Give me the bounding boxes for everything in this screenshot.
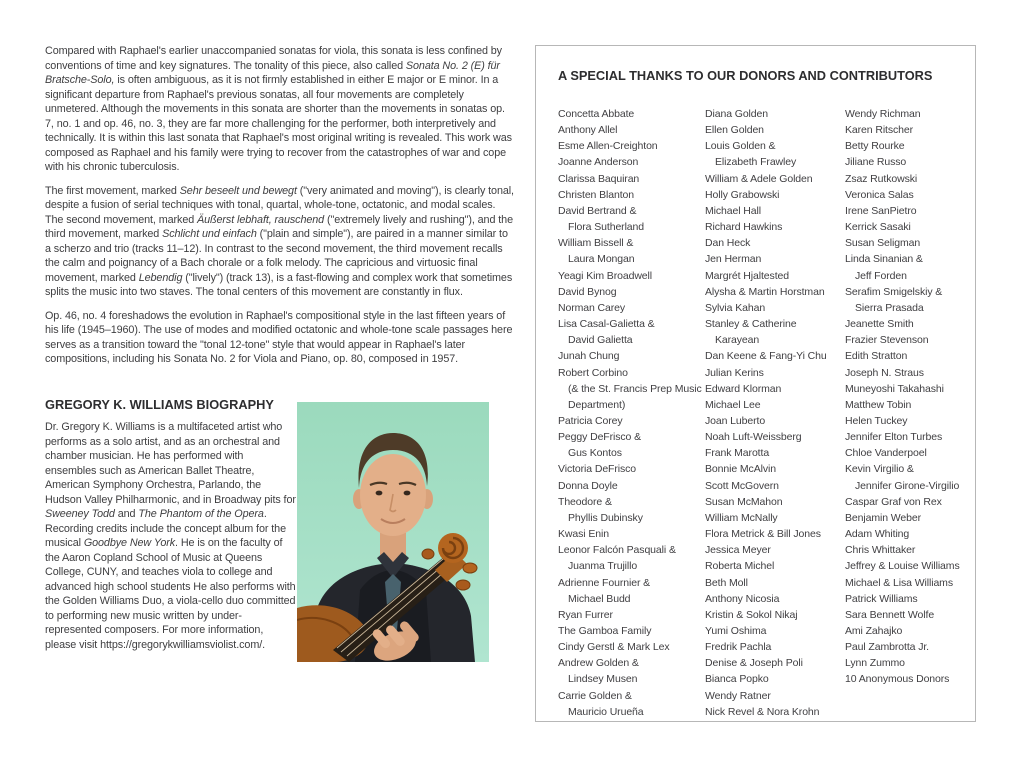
viola-peg (422, 549, 434, 559)
donor-name: Theodore & (558, 495, 612, 508)
donor-name: Mauricio Urueña (568, 705, 644, 718)
donor-name: Cindy Gerstl & Mark Lex (558, 641, 670, 654)
donor-name: William McNally (705, 511, 778, 524)
donor-name: Ellen Golden (705, 124, 764, 137)
donor-name: Laura Mongan (568, 253, 635, 266)
donor-name: Frank Marotta (705, 447, 770, 460)
donor-name: Victoria DeFrisco (558, 463, 637, 476)
donor-name: Wendy Ratner (705, 689, 771, 702)
donor-name: Robert Corbino (558, 366, 628, 379)
donor-name: Wendy Richman (845, 108, 921, 120)
donor-name: Adam Whiting (845, 528, 910, 541)
donor-name: Noah Luft-Weissberg (705, 431, 802, 444)
donor-name: 10 Anonymous Donors (845, 673, 950, 686)
donor-name: Lynn Zummo (845, 657, 905, 670)
donor-name: Stanley & Catherine (705, 318, 797, 331)
donor-name: Jeanette Smith (845, 318, 914, 331)
donor-name: Susan Seligman (845, 237, 921, 250)
donor-name: David Bertrand & (558, 204, 637, 217)
donor-column-2 (705, 106, 845, 720)
donor-name: Edith Stratton (845, 350, 908, 363)
donor-name: Patrick Williams (845, 592, 918, 605)
donor-name: Jiliane Russo (845, 156, 907, 169)
donor-name: David Bynog (558, 285, 617, 298)
donor-name: Yumi Oshima (705, 625, 767, 637)
donor-name: Flora Metrick & Bill Jones (705, 528, 821, 541)
donor-name: Norman Carey (558, 301, 626, 314)
donor-name: Flora Sutherland (568, 221, 645, 234)
donor-name: Scott McGovern (705, 479, 779, 492)
donor-name: Kerrick Sasaki (845, 221, 911, 234)
donor-name: Joan Luberto (705, 414, 766, 427)
donor-name: Caspar Graf von Rex (845, 495, 942, 508)
donor-name: Patricia Corey (558, 414, 623, 427)
donor-column-3 (845, 106, 973, 720)
donor-name: Richard Hawkins (705, 221, 783, 234)
donor-name: Susan McMahon (705, 495, 783, 508)
donor-name: Zsaz Rutkowski (845, 172, 918, 185)
donor-name: Irene SanPietro (845, 204, 917, 217)
donor-column-1 (558, 106, 705, 720)
donor-name: Serafim Smigelskiy & (845, 285, 943, 298)
donor-name: Lindsey Musen (568, 673, 638, 686)
donor-name: Michael Hall (705, 204, 761, 217)
donor-name: Kevin Virgilio & (845, 463, 914, 476)
donor-name: Paul Zambrotta Jr. (845, 641, 929, 654)
donor-name: The Gamboa Family (558, 625, 652, 637)
donor-name: Edward Klorman (705, 382, 782, 395)
donor-name: Ryan Furrer (558, 608, 613, 621)
donor-name: Jennifer Elton Turbes (845, 431, 943, 444)
donor-name: Elizabeth Frawley (715, 156, 797, 169)
donor-columns (558, 106, 973, 720)
donor-name: Clarissa Baquiran (558, 172, 640, 185)
donor-name: Adrienne Fournier & (558, 576, 651, 589)
donor-name: Bianca Popko (705, 673, 769, 686)
donor-name: (& the St. Francis Prep Music (568, 382, 702, 395)
donor-name: Julian Kerins (705, 366, 764, 379)
donor-name: Department) (568, 398, 626, 411)
program-notes (45, 44, 515, 376)
donor-name: Muneyoshi Takahashi (845, 382, 944, 395)
donor-name: William & Adele Golden (705, 172, 813, 185)
donor-name: Concetta Abbate (558, 108, 635, 120)
donor-name: Gus Kontos (568, 447, 622, 460)
donor-name: Carrie Golden & (558, 689, 632, 702)
donor-name: Jessica Meyer (705, 544, 771, 557)
donor-name: Chris Whittaker (845, 544, 916, 557)
donors-panel (535, 45, 976, 722)
donor-name: Bonnie McAlvin (705, 463, 776, 476)
donor-name: Margrét Hjaltested (705, 269, 789, 282)
donor-name: Louis Golden & (705, 140, 776, 153)
donor-name: Lisa Casal-Galietta & (558, 318, 655, 331)
donor-name: Betty Rourke (845, 140, 905, 153)
violist-portrait-illustration (297, 402, 489, 662)
donor-name: Matthew Tobin (845, 398, 912, 411)
donor-name: Dan Keene & Fang-Yi Chu (705, 350, 827, 363)
bio-text: Dr. Gregory K. Williams is a multifaceted artist who performs as a solo artist, and as an orchestral and chamber musician. He has performed with ensembles such as American Ballet Theatre, American Symphony Orchestra, Parlando, the Hudson Valley Philharmonic, and in Broadway pits for Sweeney Todd and The Phantom of the Opera. Recording credits include the concept album for the musical Goodbye New York. He is on the faculty of the Aaron Copland School of Music at Queens College, CUNY, and teaches viola to college and advanced high school students He also performs with the Golden Williams Duo, a viola-cello duo committed to performing new music written by under-represented composers. For more information, please visit https://gregorykwilliamsviolist.com/. (45, 421, 296, 651)
donor-name: Benjamin Weber (845, 511, 922, 524)
donor-name: Alysha & Martin Horstman (705, 285, 825, 298)
donor-name: Nick Revel & Nora Krohn (705, 705, 820, 718)
donor-name: Chloe Vanderpoel (845, 447, 927, 460)
donor-name: Kristin & Sokol Nikaj (705, 608, 798, 621)
viola-peg (456, 580, 470, 590)
donor-name: Holly Grabowski (705, 188, 780, 201)
donor-name: Michael Lee (705, 398, 761, 411)
program-note-paragraph-1: Compared with Raphael's earlier unaccompanied sonatas for viola, this sonata is less confined by conventions of time and key signatures. The tonality of this piece, also called Sonata No. 2 (E) für Bratsche-Solo, is often ambiguous, as it is not firmly established in either E major or E minor. In a significant departure from Raphael's previous sonatas, all four movements are completely unmetered. Although the movements in this sonata are shorter than the movements in sonatas op. 7, no. 1 and op. 46, no. 3, they are far more challenging for the performer, both interpretively and technically. It is within this last sonata that Raphael's most original writing is revealed. This work was composed as Raphael and his family were trying to recover from the catastrophes of war and cope with his chronic tuberculosis. (45, 45, 512, 173)
donor-name: Sierra Prasada (855, 301, 924, 314)
donor-name: Diana Golden (705, 108, 769, 120)
donor-name: Ami Zahajko (845, 625, 903, 637)
donor-name: Jeffrey & Louise Williams (845, 560, 960, 573)
donor-name: Phyllis Dubinsky (568, 511, 643, 524)
donor-name: Frazier Stevenson (845, 334, 929, 347)
donor-name: Michael & Lisa Williams (845, 576, 953, 589)
donor-name: Esme Allen-Creighton (558, 140, 658, 153)
donor-name: Peggy DeFrisco & (558, 431, 642, 444)
donor-name: Joseph N. Straus (845, 366, 924, 379)
donor-name: Veronica Salas (845, 188, 914, 201)
donor-name: Kwasi Enin (558, 528, 609, 541)
donors-heading: A SPECIAL THANKS TO OUR DONORS AND CONTRIBUTORS (558, 68, 933, 83)
donor-name: Yeagi Kim Broadwell (558, 269, 653, 282)
donor-name: Helen Tuckey (845, 414, 908, 427)
donor-name: Donna Doyle (558, 479, 618, 492)
donor-name: Juanma Trujillo (568, 560, 638, 573)
donor-name: Dan Heck (705, 237, 751, 250)
donor-name: Anthony Allel (558, 124, 618, 137)
donor-name: Sara Bennett Wolfe (845, 608, 935, 621)
donor-name: Joanne Anderson (558, 156, 639, 169)
donor-name: Linda Sinanian & (845, 253, 923, 266)
donor-name: Jeff Forden (855, 269, 907, 282)
donor-name: Jennifer Girone-Virgilio (855, 479, 960, 492)
donor-name: William Bissell & (558, 237, 634, 250)
donor-name: Christen Blanton (558, 188, 635, 201)
donor-name: Andrew Golden & (558, 657, 639, 670)
donor-name: Karen Ritscher (845, 124, 914, 137)
portrait-photo (297, 402, 489, 662)
donor-name: Anthony Nicosia (705, 592, 780, 605)
donor-name: Junah Chung (558, 350, 620, 363)
donor-name: David Galietta (568, 334, 633, 347)
donor-name: Fredrik Pachla (705, 641, 772, 654)
donor-name: Jen Herman (705, 253, 762, 266)
donor-name: Beth Moll (705, 576, 748, 589)
program-note-paragraph-2: The first movement, marked Sehr beseelt und bewegt ("very animated and moving"), is clearly tonal, despite a fusion of serial techniques with tonal, quartal, whole-tone, octatonic, and modal scales. The second movement, marked Äußerst lebhaft, rauschend ("extremely lively and rushing"), and the third movement, marked Schlicht und einfach ("plain and simple"), are paired in a manner similar to a scherzo and trio (tracks 11–12). In contrast to the second movement, the third movement recalls the calm and poignancy of a Bach chorale or a folk melody. The capricious and virtuosic final movement, marked Lebendig ("lively") (track 13), is a fast-flowing and complex work that sometimes splits the music into two staves. The tonal centers of this movement are constantly in flux. (45, 184, 514, 298)
donor-name: Karayean (715, 334, 760, 347)
donor-name: Sylvia Kahan (705, 301, 766, 314)
donor-name: Roberta Michel (705, 560, 775, 573)
donor-name: Michael Budd (568, 592, 631, 605)
program-note-paragraph-3: Op. 46, no. 4 foreshadows the evolution in Raphael's compositional style in the last fifteen years of his life (1945–1960). The use of modes and modified octatonic and whole-tone scale passages here serves as a transition toward the "tonal 12-tone" style that would appear in Raphael's later compositions, including his Sonata No. 2 for Viola and Piano, op. 80, composed in 1957. (45, 309, 513, 365)
donor-name: Leonor Falcón Pasquali & (558, 544, 676, 557)
bio-heading: GREGORY K. WILLIAMS BIOGRAPHY (45, 397, 274, 412)
donor-name: Denise & Joseph Poli (705, 657, 803, 670)
viola-peg (463, 563, 477, 573)
